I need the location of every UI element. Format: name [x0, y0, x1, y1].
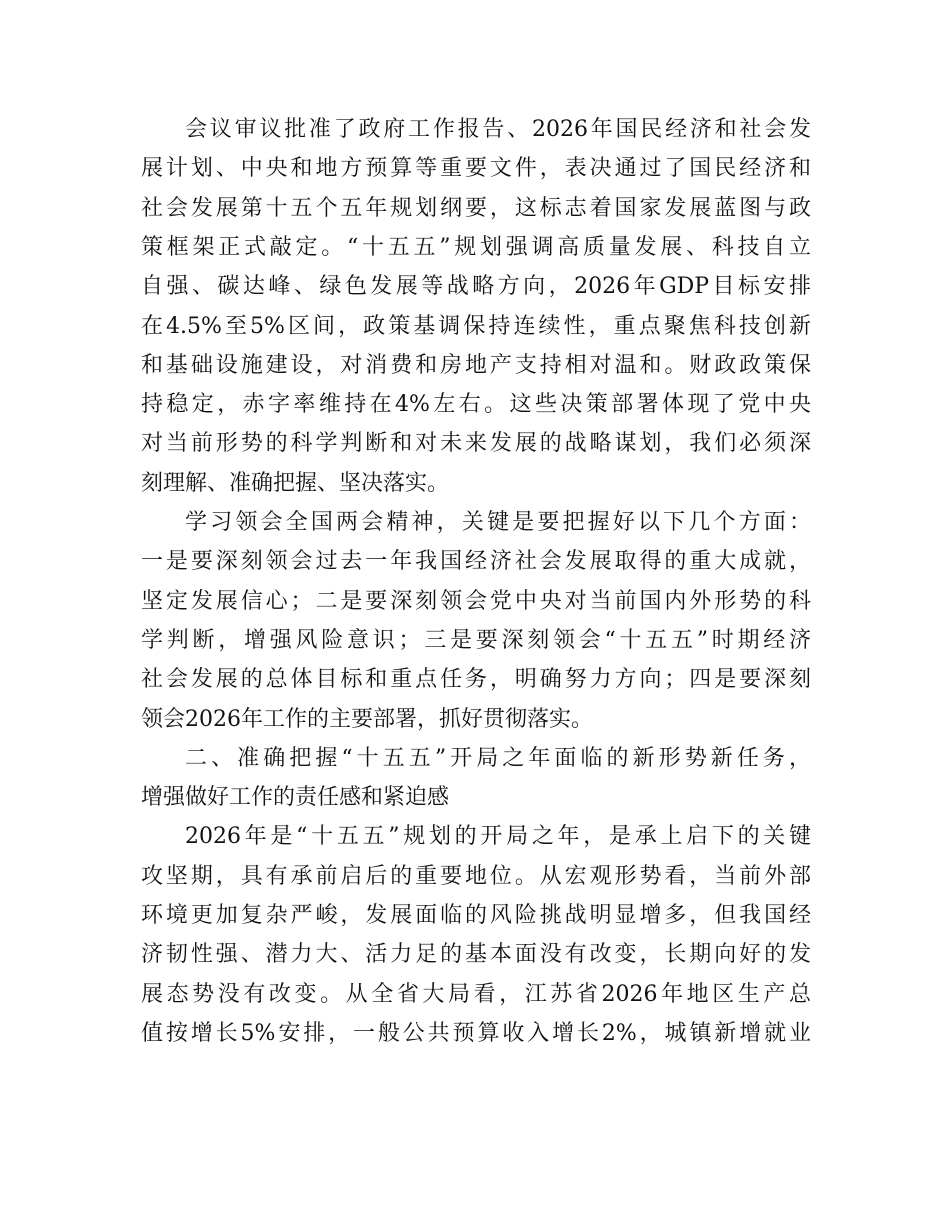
text-line: 攻坚期，具有承前启后的重要地位。从宏观形势看，当前外部 [141, 863, 811, 889]
text-line: 会议审议批准了政府工作报告、2026年国民经济和社会发 [185, 117, 811, 142]
text-line: 济韧性强、潜力大、活力足的基本面没有改变，长期向好的发 [141, 942, 811, 968]
text-line: 值按增长5%安排，一般公共预算收入增长2%，城镇新增就业 [141, 1020, 811, 1046]
text-line: 学习领会全国两会精神，关键是要把握好以下几个方面： [185, 510, 811, 535]
text-line: 刻理解、准确把握、坚决落实。 [141, 470, 450, 496]
text-line: 展态势没有改变。从全省大局看，江苏省2026年地区生产总 [141, 981, 811, 1007]
text-line: 策框架正式敲定。“十五五”规划强调高质量发展、科技自立 [141, 234, 811, 260]
text-line: 持稳定，赤字率维持在4%左右。这些决策部署体现了党中央 [141, 392, 811, 418]
text-line: 二、准确把握“十五五”开局之年面临的新形势新任务， [185, 745, 811, 771]
text-line: 增强做好工作的责任感和紧迫感 [141, 785, 450, 811]
text-line: 2026年是“十五五”规划的开局之年，是承上启下的关键 [185, 824, 811, 850]
text-line: 学判断，增强风险意识；三是要深刻领会“十五五”时期经济 [141, 627, 811, 653]
text-line: 在4.5%至5%区间，政策基调保持连续性，重点聚焦科技创新 [141, 313, 811, 339]
text-line: 展计划、中央和地方预算等重要文件，表决通过了国民经济和 [141, 156, 811, 182]
text-line: 社会发展的总体目标和重点任务，明确努力方向；四是要深刻 [141, 667, 811, 693]
text-line: 环境更加复杂严峻，发展面临的风险挑战明显增多，但我国经 [141, 903, 811, 928]
text-line: 自强、碳达峰、绿色发展等战略方向，2026年GDP目标安排 [141, 274, 811, 300]
text-line: 和基础设施建设，对消费和房地产支持相对温和。财政政策保 [141, 352, 811, 378]
text-line: 一是要深刻领会过去一年我国经济社会发展取得的重大成就， [141, 549, 811, 575]
text-line: 坚定发展信心；二是要深刻领会党中央对当前国内外形势的科 [141, 588, 811, 614]
text-line: 对当前形势的科学判断和对未来发展的战略谋划，我们必须深 [141, 431, 811, 457]
text-line: 社会发展第十五个五年规划纲要，这标志着国家发展蓝图与政 [141, 195, 811, 221]
text-line: 领会2026年工作的主要部署，抓好贯彻落实。 [141, 706, 593, 732]
